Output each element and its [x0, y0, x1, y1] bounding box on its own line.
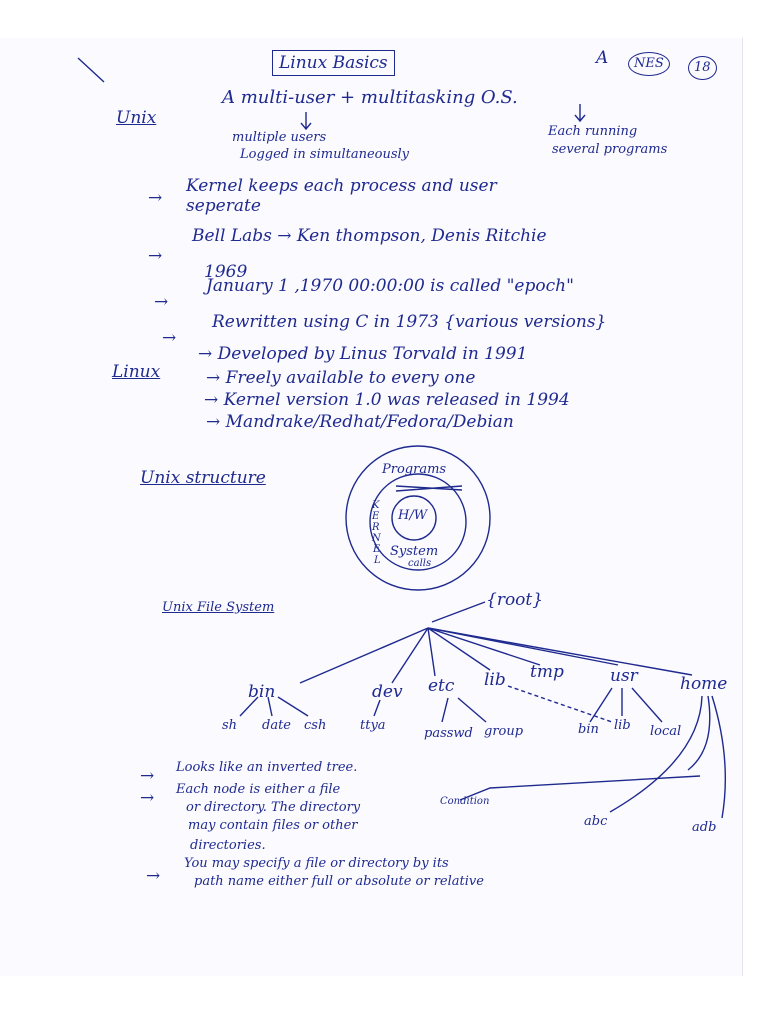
- usr-bin: bin: [578, 722, 599, 737]
- file-group: group: [484, 724, 524, 739]
- dir-home: home: [680, 674, 728, 694]
- unix-point-kernel: Kernel keeps each process and user: [186, 176, 497, 196]
- note-path-2: path name either full or absolute or relative: [194, 874, 484, 889]
- note-node-4: directories.: [190, 838, 266, 853]
- bullet-arrow: →: [148, 246, 163, 266]
- structure-heading: Unix structure: [140, 468, 266, 488]
- kernel-letter: L: [374, 555, 381, 566]
- dir-dev: dev: [372, 682, 403, 702]
- programs-label: Programs: [382, 462, 447, 477]
- system-calls-label-1: System: [390, 544, 439, 559]
- dir-usr: usr: [610, 666, 638, 686]
- hardware-label: H/W: [398, 508, 428, 523]
- bullet-arrow: →: [162, 328, 177, 348]
- bullet-arrow: →: [154, 292, 169, 312]
- linux-point-2: → Freely available to every one: [206, 368, 476, 388]
- edge-etc-group: [458, 698, 486, 722]
- edge-usr-local: [632, 688, 662, 722]
- note-condition: Condition: [440, 796, 490, 807]
- dir-tmp: tmp: [530, 662, 564, 682]
- usr-lib: lib: [614, 718, 631, 733]
- file-sh: sh: [222, 718, 238, 733]
- root-label: {root}: [486, 590, 544, 610]
- note-path-1: You may specify a file or directory by its: [184, 856, 449, 871]
- margin-mark: A: [596, 48, 609, 68]
- edge-dev-ttya: [374, 700, 380, 716]
- usr-local: local: [650, 724, 682, 739]
- root-pointer: [432, 602, 485, 622]
- dir-bin: bin: [248, 682, 276, 702]
- edge-home-adb: [712, 696, 725, 818]
- home-abc: abc: [584, 814, 608, 829]
- bullet-arrow: →: [140, 788, 155, 808]
- home-adb: adb: [692, 820, 717, 835]
- unix-point-kernel-cont: seperate: [186, 196, 261, 216]
- note-node-2: or directory. The directory: [186, 800, 361, 815]
- file-csh: csh: [304, 718, 327, 733]
- multi-user-note-1: multiple users: [232, 130, 327, 145]
- filesystem-heading: Unix File System: [162, 600, 275, 615]
- multi-user-arrow: [301, 112, 311, 129]
- edge-etc-passwd: [442, 698, 448, 722]
- system-calls-label-2: calls: [408, 558, 432, 569]
- kernel-letter: N: [372, 533, 381, 544]
- bullet-arrow: →: [140, 766, 155, 786]
- multitask-arrow: [575, 104, 585, 121]
- dir-etc: etc: [428, 676, 455, 696]
- linux-point-3: → Kernel version 1.0 was released in 1994: [204, 390, 570, 410]
- margin-mark-circled: NES: [628, 52, 670, 76]
- kernel-letter: K: [372, 500, 380, 511]
- unix-definition: A multi-user + multitasking O.S.: [222, 87, 518, 108]
- dir-lib: lib: [484, 670, 506, 690]
- unix-point-year: 1969: [204, 262, 248, 282]
- edge-home-abc: [610, 696, 702, 812]
- note-node-1: Each node is either a file: [176, 782, 341, 797]
- edge-root-bin: [300, 628, 428, 683]
- kernel-letter: E: [372, 511, 380, 522]
- multi-user-note-2: Logged in simultaneously: [240, 147, 410, 162]
- link-lib-usr-lib: [508, 686, 612, 722]
- notes-pointer: [460, 776, 700, 800]
- unix-point-epoch: January 1 ,1970 00:00:00 is called "epoch": [206, 276, 574, 296]
- page-title: Linux Basics: [272, 50, 395, 76]
- bullet-arrow: →: [146, 866, 161, 886]
- note-inverted-tree: Looks like an inverted tree.: [176, 760, 358, 775]
- kernel-letter: E: [373, 544, 381, 555]
- edge-root-etc: [428, 628, 435, 676]
- multitask-note-1: Each running: [548, 124, 638, 139]
- edge-home-third: [688, 696, 710, 770]
- page-number-circled: 18: [688, 56, 717, 80]
- edge-bin-csh: [278, 697, 308, 716]
- edge-usr-bin: [590, 688, 612, 722]
- file-passwd: passwd: [424, 726, 473, 741]
- linux-heading: Linux: [112, 362, 161, 382]
- unix-point-bell-labs: Bell Labs → Ken thompson, Denis Ritchie: [192, 226, 547, 246]
- note-node-3: may contain files or other: [188, 818, 358, 833]
- unix-point-rewritten: Rewritten using C in 1973 {various versions}: [212, 312, 607, 332]
- file-date: date: [262, 718, 291, 733]
- multitask-note-2: several programs: [552, 142, 668, 157]
- stray-stroke: [78, 58, 104, 82]
- kernel-letter: R: [372, 522, 380, 533]
- file-ttya: ttya: [360, 718, 386, 733]
- linux-point-1: → Developed by Linus Torvald in 1991: [198, 344, 528, 364]
- unix-heading: Unix: [116, 108, 157, 128]
- bullet-arrow: →: [148, 188, 163, 208]
- linux-point-4: → Mandrake/Redhat/Fedora/Debian: [206, 412, 514, 432]
